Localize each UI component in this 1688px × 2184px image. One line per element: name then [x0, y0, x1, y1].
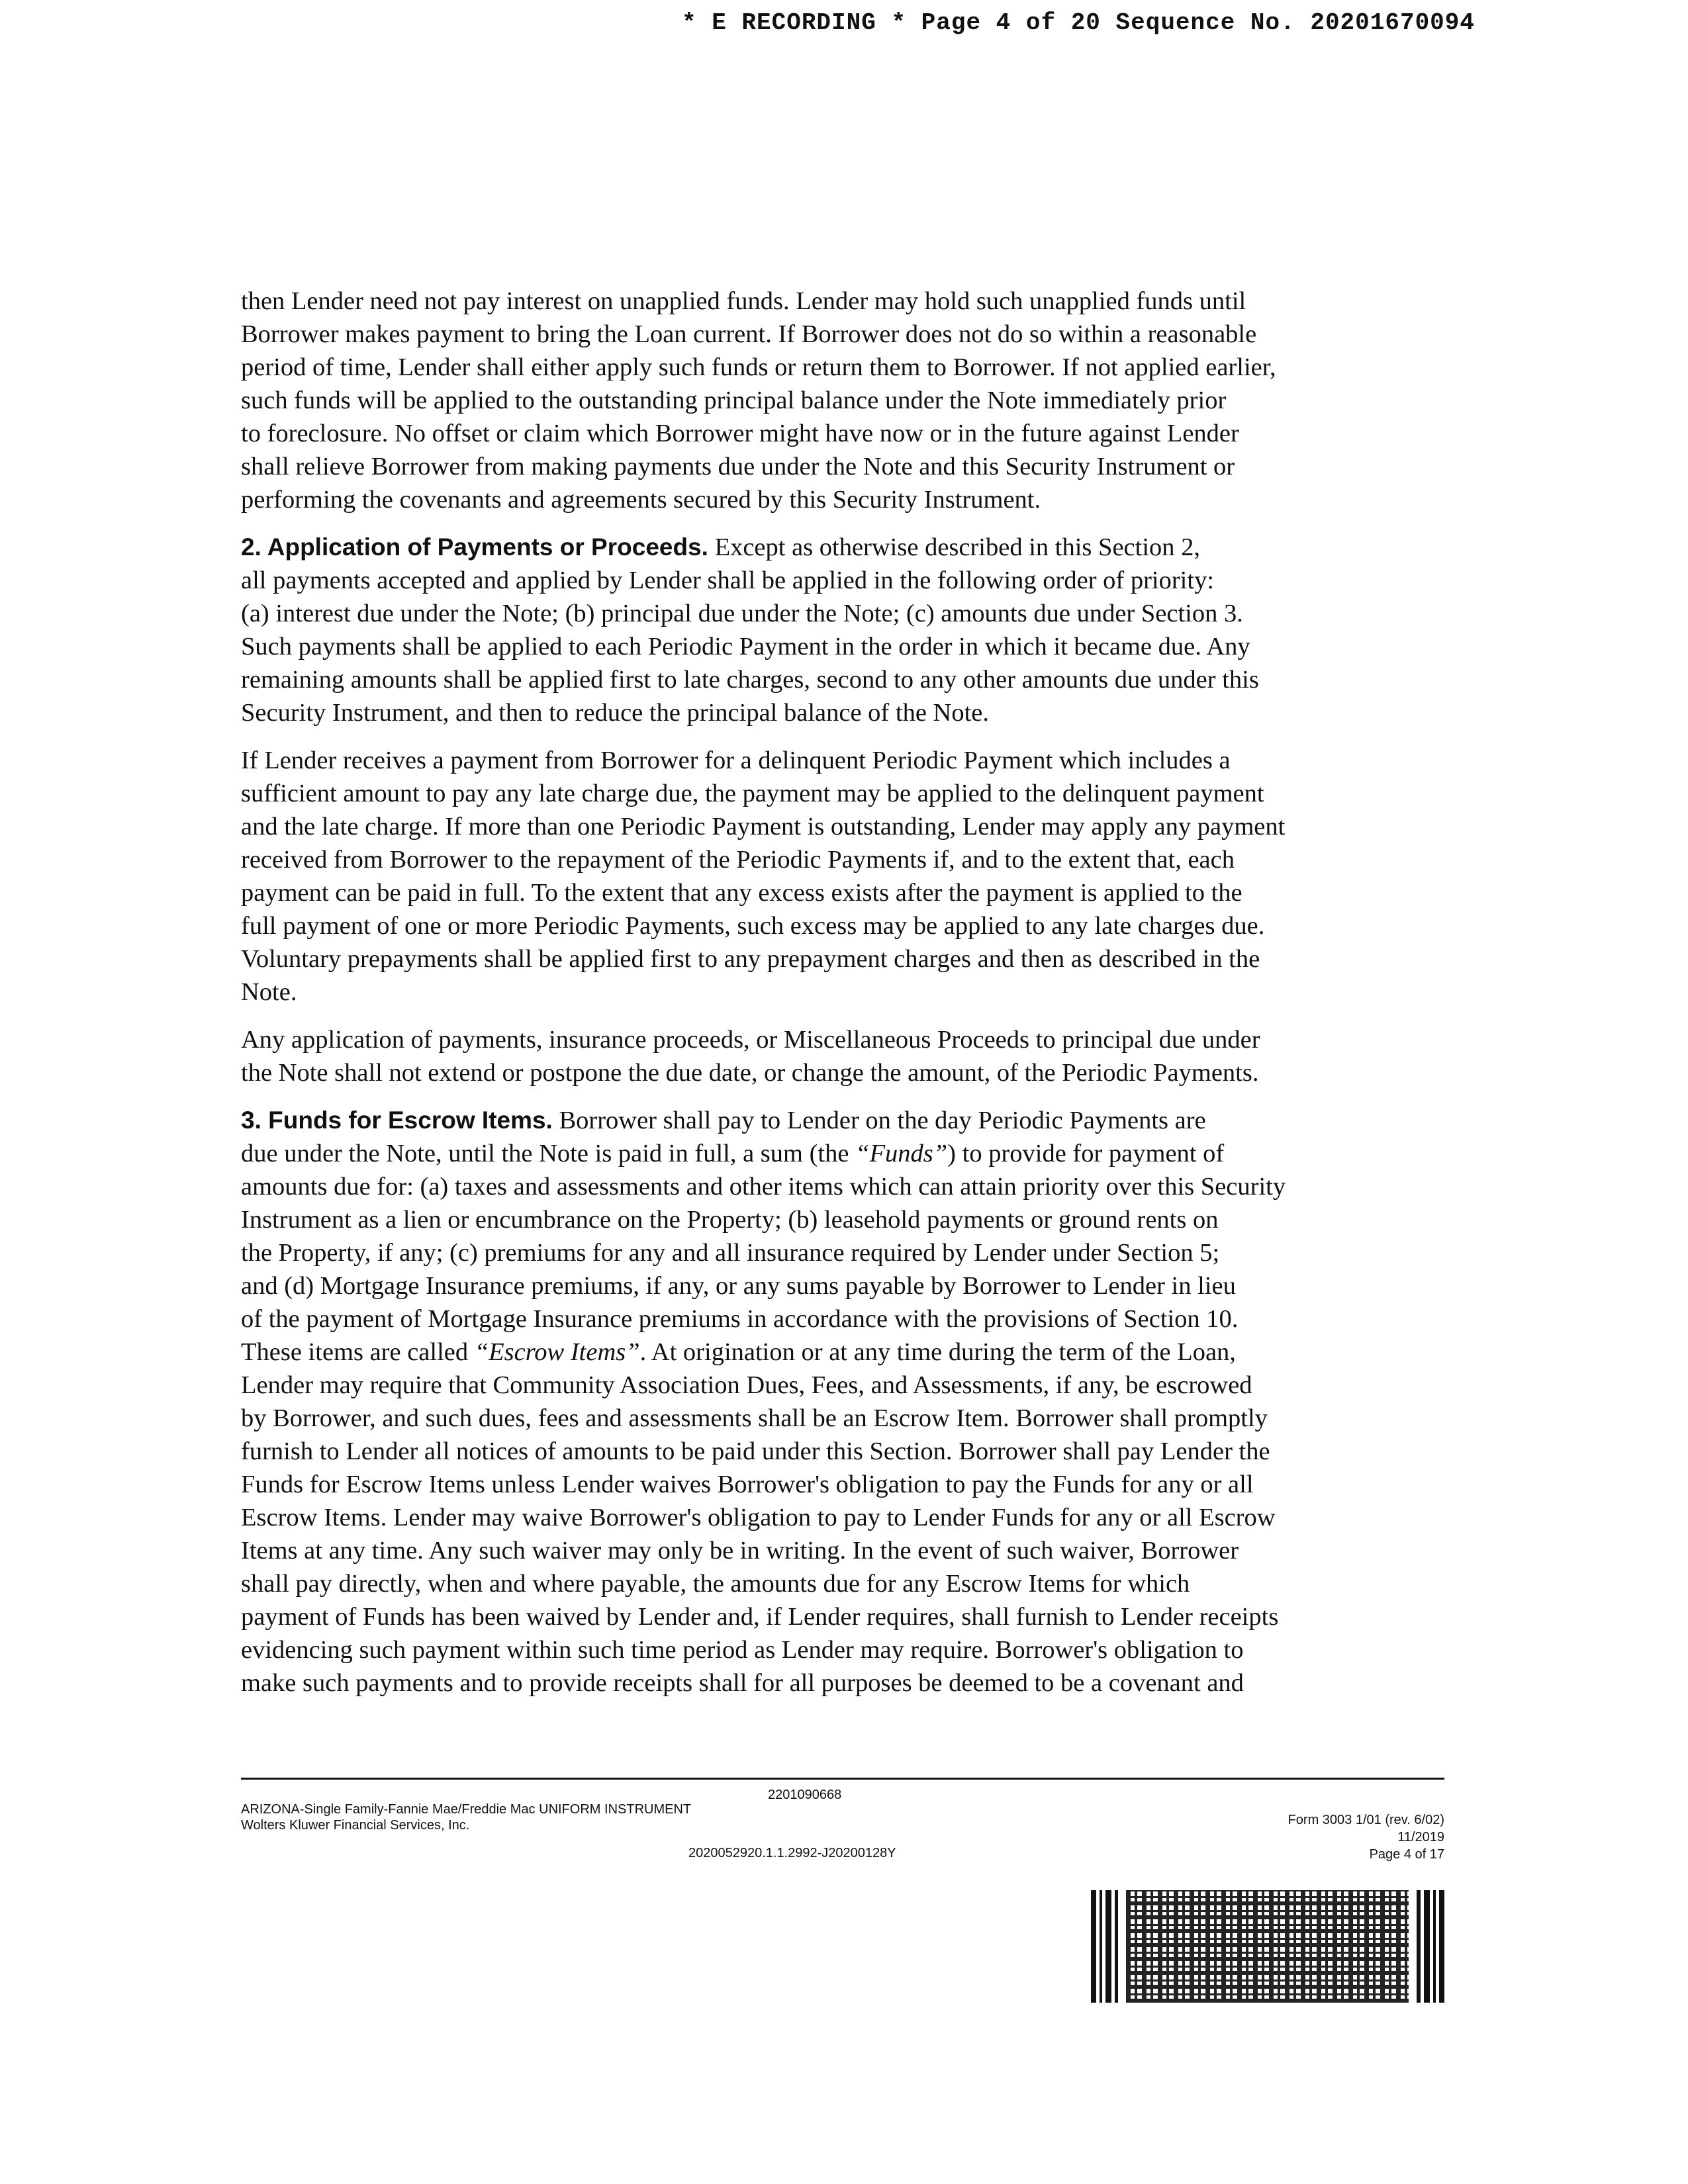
text-line: (a) interest due under the Note; (b) principal due under the Note; (c) amounts due under Section 3.: [241, 600, 1243, 627]
footer-form-title: ARIZONA-Single Family-Fannie Mae/Freddie Mac UNIFORM INSTRUMENT: [241, 1802, 692, 1817]
document-barcode: [1091, 1890, 1444, 2003]
text-line: [241, 531, 1452, 564]
document-body: [241, 285, 1452, 1714]
footer-form-number: Form 3003 1/01 (rev. 6/02): [1288, 1813, 1444, 1827]
text-fragment: . At origination or at any time during the term of the Loan,: [639, 1338, 1236, 1366]
text-line: [241, 1137, 1452, 1170]
section-2-application-of-payments: [241, 531, 1452, 729]
text-line: to foreclosure. No offset or claim which Borrower might have now or in the future against Lender: [241, 420, 1239, 447]
text-line: sufficient amount to pay any late charge due, the payment may be applied to the delinquent payment: [241, 780, 1264, 807]
paragraph-delinquent-payment: [241, 744, 1452, 1009]
text-line: the Property, if any; (c) premiums for any and all insurance required by Lender under Section 5;: [241, 1239, 1220, 1267]
text-line: make such payments and to provide receipts shall for all purposes be deemed to be a covenant and: [241, 1669, 1244, 1697]
text-line: Voluntary prepayments shall be applied first to any prepayment charges and then as described in the: [241, 945, 1260, 973]
text-line: [241, 1104, 1452, 1137]
footer-form-date: 11/2019: [1397, 1830, 1444, 1844]
section-3-funds-for-escrow-items: [241, 1104, 1452, 1700]
text-line: payment of Funds has been waived by Lender and, if Lender requires, shall furnish to Lender receipts: [241, 1603, 1279, 1631]
text-line: and (d) Mortgage Insurance premiums, if any, or any sums payable by Borrower to Lender in lieu: [241, 1272, 1236, 1300]
text-fragment: Borrower shall pay to Lender on the day Periodic Payments are: [552, 1107, 1206, 1134]
text-line: shall relieve Borrower from making payments due under the Note and this Security Instrument or: [241, 453, 1235, 480]
section-3-heading: 3. Funds for Escrow Items.: [241, 1107, 553, 1134]
text-line: such funds will be applied to the outstanding principal balance under the Note immediately prior: [241, 387, 1227, 414]
text-line: Any application of payments, insurance proceeds, or Miscellaneous Proceeds to principal due under: [241, 1026, 1260, 1054]
text-line: Items at any time. Any such waiver may only be in writing. In the event of such waiver, Borrower: [241, 1537, 1239, 1565]
text-line: period of time, Lender shall either apply such funds or return them to Borrower. If not applied earlier,: [241, 353, 1276, 381]
footer-page-label: Page 4 of 17: [1369, 1847, 1444, 1862]
text-line: Security Instrument, and then to reduce the principal balance of the Note.: [241, 699, 989, 727]
text-fragment: Except as otherwise described in this Section 2,: [708, 533, 1201, 561]
text-line: and the late charge. If more than one Periodic Payment is outstanding, Lender may apply any payment: [241, 813, 1286, 841]
barcode-right-bars: [1417, 1890, 1444, 2003]
text-line: full payment of one or more Periodic Payments, such excess may be applied to any late charges due.: [241, 912, 1265, 940]
section-2-heading: 2. Application of Payments or Proceeds.: [241, 533, 708, 561]
text-line: Borrower makes payment to bring the Loan current. If Borrower does not do so within a reasonable: [241, 320, 1257, 348]
text-fragment: These items are called: [241, 1338, 475, 1366]
text-line: Funds for Escrow Items unless Lender waives Borrower's obligation to pay the Funds for any or all: [241, 1471, 1254, 1498]
defined-term-funds: “Funds”: [855, 1140, 948, 1167]
text-line: by Borrower, and such dues, fees and assessments shall be an Escrow Item. Borrower shall promptly: [241, 1404, 1268, 1432]
text-line: the Note shall not extend or postpone the due date, or change the amount, of the Periodic Payments.: [241, 1059, 1259, 1087]
defined-term-escrow-items: “Escrow Items”: [474, 1338, 640, 1366]
paragraph-application-of-proceeds: [241, 1023, 1452, 1089]
barcode-matrix: [1126, 1890, 1409, 2003]
text-line: then Lender need not pay interest on unapplied funds. Lender may hold such unapplied funds until: [241, 287, 1246, 315]
text-fragment: ) to provide for payment of: [947, 1140, 1225, 1167]
text-fragment: due under the Note, until the Note is paid in full, a sum (the: [241, 1140, 856, 1167]
text-line: performing the covenants and agreements secured by this Security Instrument.: [241, 486, 1041, 514]
text-line: Instrument as a lien or encumbrance on the Property; (b) leasehold payments or ground rents on: [241, 1206, 1219, 1234]
barcode-left-bars: [1091, 1890, 1118, 2003]
footer-doc-number: 2201090668: [768, 1788, 842, 1802]
text-line: remaining amounts shall be applied first to late charges, second to any other amounts due under this: [241, 666, 1259, 694]
text-line: If Lender receives a payment from Borrower for a delinquent Periodic Payment which includes a: [241, 747, 1231, 774]
footer-publisher: Wolters Kluwer Financial Services, Inc.: [241, 1818, 470, 1833]
footer-tracking-code: 2020052920.1.1.2992-J20200128Y: [688, 1846, 896, 1860]
text-line: received from Borrower to the repayment of the Periodic Payments if, and to the extent that, each: [241, 846, 1235, 874]
text-line: Note.: [241, 978, 297, 1006]
text-line: Escrow Items. Lender may waive Borrower's obligation to pay to Lender Funds for any or all Escrow: [241, 1504, 1276, 1531]
text-line: evidencing such payment within such time period as Lender may require. Borrower's obligation to: [241, 1636, 1244, 1664]
text-line: payment can be paid in full. To the extent that any excess exists after the payment is applied to the: [241, 879, 1243, 907]
text-line: Such payments shall be applied to each Periodic Payment in the order in which it became due. Any: [241, 633, 1250, 660]
text-line: all payments accepted and applied by Lender shall be applied in the following order of priority:: [241, 567, 1215, 594]
text-line: furnish to Lender all notices of amounts to be paid under this Section. Borrower shall pay Lender the: [241, 1437, 1270, 1465]
text-line: amounts due for: (a) taxes and assessments and other items which can attain priority over this Security: [241, 1173, 1286, 1201]
text-line: Lender may require that Community Association Dues, Fees, and Assessments, if any, be escrowed: [241, 1371, 1252, 1399]
text-line: [241, 1336, 1452, 1369]
text-line: shall pay directly, when and where payable, the amounts due for any Escrow Items for which: [241, 1570, 1190, 1598]
recording-stamp: * E RECORDING * Page 4 of 20 Sequence No. 20201670094: [682, 9, 1475, 36]
text-line: of the payment of Mortgage Insurance premiums in accordance with the provisions of Section 10.: [241, 1305, 1239, 1333]
paragraph-unapplied-funds: [241, 285, 1452, 516]
footer-divider: [241, 1778, 1444, 1780]
